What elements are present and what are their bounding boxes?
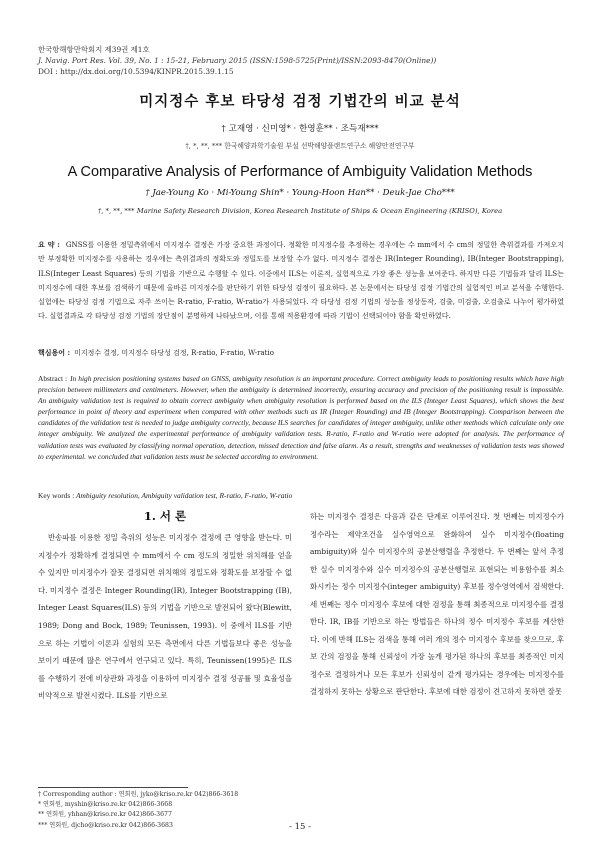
keywords-english-label: Key words :: [38, 491, 75, 500]
abstract-korean: [38, 238, 564, 324]
abstract-english-label: Abstract :: [38, 374, 68, 383]
footnote-author-4: *** 연회원, djcho@kriso.re.kr 042)866-3683: [38, 821, 173, 829]
footnote-author-3: ** 연회원, yhhan@kriso.re.kr 042)866-3677: [38, 811, 172, 819]
section-heading-introduction: 1. 서 론: [143, 509, 187, 523]
keywords-korean: [38, 348, 564, 358]
footnote-divider: [38, 787, 188, 788]
keywords-english-text: Ambiguity resolution, Ambiguity validation test, R-ratio, F-ratio, W-ratio: [76, 491, 293, 500]
intro-paragraph-2: 하는 미지정수 결정은 다음과 같은 단계로 이루어진다. 첫 번째는 미지정수가 정수라는 제약조건을 실수영역으로 완화하여 실수 미지정수(floating ambiguity)와 실수 미지정수의 공분산행렬을 추정한다. 두 번째는 앞서 추정한 실수 미지정수와 실수 미지정수의 공분산행렬로 표현되는 비용함수를 최소화시키는 정수 미지정수(integer ambiguity) 후보를 정수영역에서 검색한다. 세 번째는 정수 미지정수 후보에 대한 검정을 통해 최종적으로 미지정수를 결정한다. IR, IB를 기반으로 하는 방법들은 하나의 정수 미지정수 후보를 계산한다. 이에 반해 ILS는 검색을 통해 여러 개의 정수 미지정수 후보를 찾으므로, 후보 간의 검정을 통해 신뢰성이 가장 높게 평가된 하나의 후보를 최종적인 미지정수로 결정하거나 모든 후보가 신뢰성이 같게 평가되는 경우에는 미지정수를 결정하지 못하는 상황으로 판단한다. 후보에 대한 검정이 견고하지 못하면 잘못: [310, 512, 564, 696]
abstract-english: [38, 373, 564, 462]
affiliation-english: †, *, **, *** Marine Safety Research Division, Korea Research Institute of Ships & Ocean Engineering (KRISO), Korea: [97, 207, 503, 215]
title-english: A Comparative Analysis of Performance of Ambiguity Validation Methods: [67, 164, 533, 180]
doi-link[interactable]: DOI : http://dx.doi.org/10.5394/KINPR.2015.39.1.15: [38, 67, 234, 76]
journal-name-ko: 한국항해항만학회지 제39권 제1호: [38, 45, 150, 54]
affiliation-korean: †, *, **, *** 한국해양과학기술원 부설 선박해양플랜트연구소 해양안전연구부: [185, 142, 415, 150]
abstract-korean-label: 요 약 :: [38, 240, 60, 249]
footnote-author-2: * 연회원, myshin@kriso.re.kr 042)866-3668: [38, 801, 173, 809]
journal-header: [38, 44, 558, 77]
page-number: - 15 -: [289, 822, 311, 832]
keywords-korean-label: 핵심용어 :: [38, 348, 71, 357]
authors-korean: † 고재영 · 신미영* · 한영훈** · 조득재***: [221, 124, 379, 134]
intro-paragraph-1: 반송파를 이용한 정밀 측위의 성능은 미지정수 결정에 큰 영향을 받는다. 미지정수가 정확하게 결정되면 수 mm에서 수 cm 정도의 정밀한 위치해를 얻을 수 있지만 미지정수가 잘못 결정되면 위치해의 정밀도와 정확도를 보장할 수 없다. 미지정수 결정은 Integer Rounding(IR), Integer Bootstrapping (IB), Integer Least Squares(ILS) 등의 기법을 기반으로 발전되어 왔다(Blewitt, 1989; Dong and Bock, 1989; Teunissen, 1993). 이 중에서 ILS를 기반으로 하는 기법이 이론과 실험의 모든 측면에서 다른 기법들보다 좋은 성능을 보이기 때문에 많은 연구에서 연구되고 있다. 특히, Teunissen(1995)은 ILS를 수행하기 전에 비상관화 과정을 이용하여 미지정수 결정 성공률 및 효율성을 비약적으로 발전시켰다. ILS를 기반으로: [38, 533, 292, 701]
keywords-korean-text: 미지정수 결정, 미지정수 타당성 검정, R-ratio, F-ratio, W-ratio: [74, 349, 274, 357]
body-column-left: [38, 529, 292, 705]
keywords-english: [38, 491, 564, 500]
abstract-korean-text: GNSS를 이용한 정밀측위에서 미지정수 결정은 가장 중요한 과정이다. 정확한 미지정수를 추정하는 경우에는 수 mm에서 수 cm의 정밀한 측위결과를 가져오지만 부정확한 미지정수를 사용하는 경우에는 측위결과의 정확도와 정밀도를 보장할 수가 없다. 미지정수 결정은 IR(Integer Rounding), IB(Integer Bootstrapping), ILS(Integer Least Squares) 등의 기법을 기반으로 수행할 수 있다. 이중에서 ILS는 이론적, 실험적으로 가장 좋은 성능을 보여준다. 하지만 다른 기법들과 달리 ILS는 미지정수에 대한 후보를 검색하기 때문에 올바른 미지정수를 판단하기 위한 타당성 검정이 필요하다. 본 논문에서는 타당성 검정 기법간의 실험적인 비교 분석을 수행한다. 실험에는 타당성 검정 기법으로 자주 쓰이는 R-ratio, F-ratio, W-ratio가 사용되었다. 각 타당성 검정 기법의 성능을 정상동작, 검출, 미검출, 오검출로 나누어 평가하였다. 실험결과로 각 타당성 검정 기법의 장단점이 분명하게 나타났으며, 이를 통해 적용환경에 따라 기법이 선택되어야 함을 확인하였다.: [38, 240, 565, 321]
authors-english: † Jae-Young Ko · Mi-Young Shin* · Young-Hoon Han** · Deuk-Jae Cho***: [145, 188, 455, 198]
body-column-right: [310, 508, 564, 701]
title-korean: 미지정수 후보 타당성 검정 기법간의 비교 분석: [139, 93, 461, 110]
footnote-corresponding: † Corresponding author : 연회원, jyko@kriso.re.kr 042)866-3618: [38, 791, 239, 798]
journal-citation: J. Navig. Port Res. Vol. 39, No. 1 : 15-21, February 2015 (ISSN:1598-5725(Print)/ISSN:2093-8470(Online)): [38, 56, 437, 65]
abstract-english-text: In high precision positioning systems based on GNSS, ambiguity resolution is an important procedure. Correct ambiguity leads to positioning results which have high precision between millimeters and centimeters. However, when the ambiguity is determined incorrectly, ensuring accuracy and precision of the positioning result is impossible. An ambiguity validation test is required to obtain correct ambiguity when ambiguity resolution is performed based on the ILS (Integer Least Squares), which shows the best performance in point of theory and experiment when compared with other methods such as IR (Integer Rounding) and IB (Integer Bootstrapping). Comparison between the candidates of the validation test is needed to judge ambiguity correctly, because ILS searches for candidates of integer ambiguity, unlike other methods which calculate only one integer ambiguity. We analyzed the experimental performance of ambiguity validation tests. R-ratio, F-ratio and W-ratio were adopted for analysis. The performance of validation tests was evaluated by classifying normal operation, detection, missed detection and false alarm. As a result, strengths and weaknesses of validation tests was showed to experimental. we concluded that validation tests must be selected according to environment.: [38, 374, 564, 461]
